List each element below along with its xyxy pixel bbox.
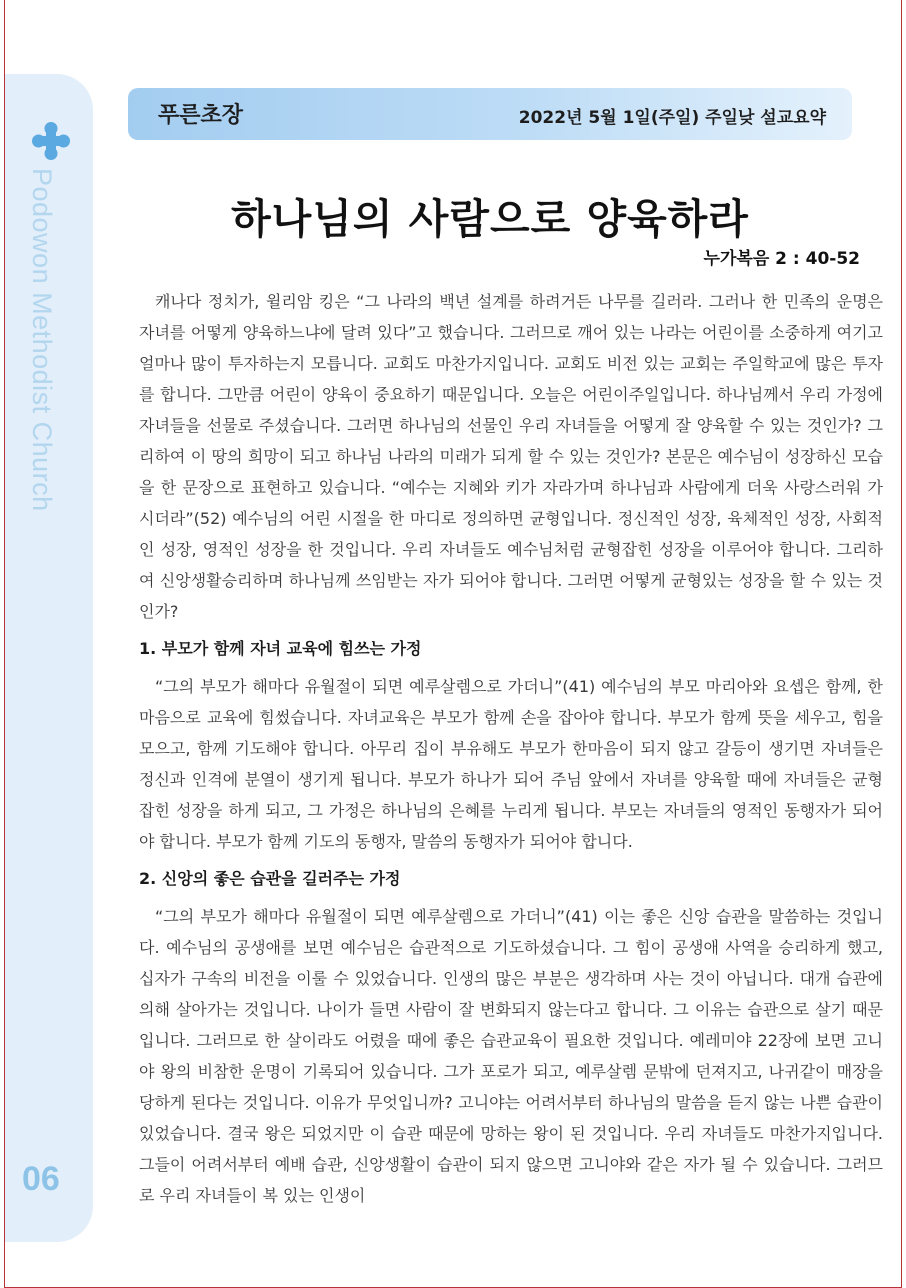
church-name-text: Podowon Methodist Church — [27, 168, 57, 512]
sermon-date: 2022년 5월 1일(주일) 주일낮 설교요약 — [518, 108, 826, 128]
church-name-vertical — [26, 168, 76, 528]
section-2-paragraph: “그의 부모가 해마다 유월절이 되면 예루살렘으로 가더니”(41) 이는 좋은 신앙 습관을 말씀하는 것입니다. 예수님의 공생애를 보면 예수님은 습관적으로 기도하셨습니다. 그 힘이 공생애 사역을 승리하게 했고, 십자가 구속의 비전을 이룰 수 있었습니다. 인생의 많은 부분은 생각하며 사는 것이 아닙니다. 대개 습관에 의해 살아가는 것입니다. 나이가 들면 사람이 잘 변화되지 않는다고 합니다. 그 이유는 습관으로 살기 때문입니다. 그러므로 한 살이라도 어렸을 때에 좋은 습관교육이 필요한 것입니다. 예레미야 22장에 보면 고니야 왕의 비참한 운명이 기록되어 있습니다. 그가 포로가 되고, 예루살렘 문밖에 던져지고, 나귀같이 매장을 당하게 된다는 것입니다. 이유가 무엇입니까? 고니야는 어려서부터 하나님의 말씀을 듣지 않는 나쁜 습관이 있었습니다. 결국 왕은 되었지만 이 습관 때문에 망하는 왕이 된 것입니다. 우리 자녀들도 마찬가지입니다. 그들이 어려서부터 예배 습관, 신앙생활이 습관이 되지 않으면 고니야와 같은 자가 될 수 있습니다. 그러므로 우리 자녀들이 복 있는 인생이 — [139, 907, 883, 1205]
header-bar — [128, 88, 852, 140]
page-number: 06 — [22, 1160, 60, 1198]
scripture-reference: 누가복음 2 : 40-52 — [703, 249, 860, 269]
section-title: 푸른초장 — [158, 103, 244, 128]
cross-icon — [32, 122, 70, 160]
section-2-heading: 2. 신앙의 좋은 습관을 길러주는 가정 — [139, 869, 401, 888]
sermon-title: 하나님의 사람으로 양육하라 — [231, 195, 749, 243]
section-1-heading: 1. 부모가 함께 자녀 교육에 힘쓰는 가정 — [139, 639, 422, 658]
sermon-body — [139, 286, 883, 1211]
intro-paragraph: 캐나다 정치가, 윌리암 킹은 “그 나라의 백년 설계를 하려거든 나무를 길러라. 그러나 한 민족의 운명은 자녀를 어떻게 양육하느냐에 달려 있다”고 했습니다. 그러므로 깨어 있는 나라는 어린이를 소중하게 여기고 얼마나 많이 투자하는지 모릅니다. 교회도 마찬가지입니다. 교회도 비전 있는 교회는 주일학교에 많은 투자를 합니다. 그만큼 어린이 양육이 중요하기 때문입니다. 오늘은 어린이주일입니다. 하나님께서 우리 가정에 자녀들을 선물로 주셨습니다. 그러면 하나님의 선물인 우리 자녀들을 어떻게 잘 양육할 수 있는 것인가? 그리하여 이 땅의 희망이 되고 하나님 나라의 미래가 되게 할 수 있는 것인가? 본문은 예수님이 성장하신 모습을 한 문장으로 표현하고 있습니다. “예수는 지혜와 키가 자라가며 하나님과 사람에게 더욱 사랑스러워 가시더라”(52) 예수님의 어린 시절을 한 마디로 정의하면 균형입니다. 정신적인 성장, 육체적인 성장, 사회적인 성장, 영적인 성장을 한 것입니다. 우리 자녀들도 예수님처럼 균형잡힌 성장을 이루어야 합니다. 그리하여 신앙생활승리하며 하나님께 쓰임받는 자가 되어야 합니다. 그러면 어떻게 균형있는 성장을 할 수 있는 것인가? — [139, 292, 883, 621]
section-1-paragraph: “그의 부모가 해마다 유월절이 되면 예루살렘으로 가더니”(41) 예수님의 부모 마리아와 요셉은 함께, 한마음으로 교육에 힘썼습니다. 자녀교육은 부모가 함께 손을 잡아야 합니다. 부모가 함께 뜻을 세우고, 힘을 모으고, 함께 기도해야 합니다. 아무리 집이 부유해도 부모가 한마음이 되지 않고 갈등이 생기면 자녀들은 정신과 인격에 분열이 생기게 됩니다. 부모가 하나가 되어 주님 앞에서 자녀를 양육할 때에 자녀들은 균형 잡힌 성장을 하게 되고, 그 가정은 하나님의 은혜를 누리게 됩니다. 부모는 자녀들의 영적인 동행자가 되어야 합니다. 부모가 함께 기도의 동행자, 말씀의 동행자가 되어야 합니다. — [139, 677, 883, 851]
